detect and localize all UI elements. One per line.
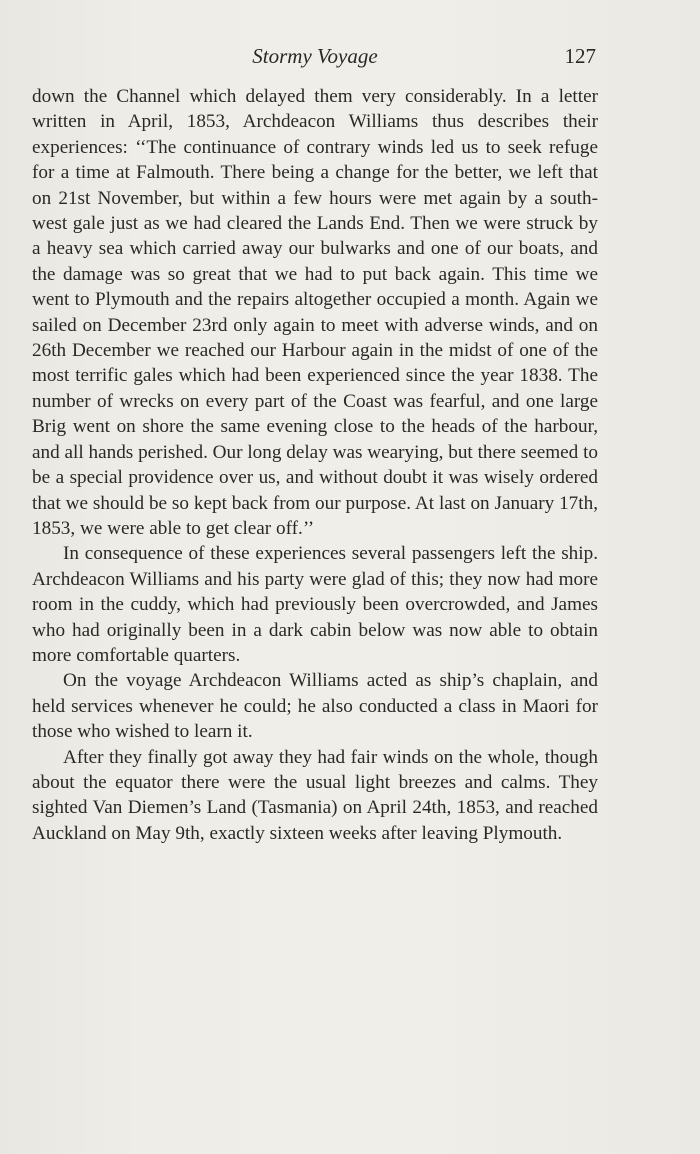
paragraph: On the voyage Archdeacon Williams acted as ship’s chaplain, and held services whenever he could; he also conducted a class in Maori for those who wished to learn it. [32, 670, 598, 743]
running-title: Stormy Voyage [252, 44, 378, 68]
page-number: 127 [564, 44, 596, 68]
page-header [32, 42, 598, 72]
paragraph: After they finally got away they had fair winds on the whole, though about the equator there were the usual light breezes and calms. They sighted Van Diemen’s Land (Tasmania) on April 24th, 1853, and reached Auckland on May 9th, exactly sixteen weeks after leaving Plymouth. [32, 746, 598, 844]
paragraph: In consequence of these experiences several passengers left the ship. Archdeacon Williams and his party were glad of this; they now had more room in the cuddy, which had previously been overcrowded, and James who had originally been in a dark cabin below was now able to obtain more comfortable quarters. [32, 543, 598, 666]
paragraph-continued: down the Channel which delayed them very considerably. In a letter written in April, 1853, Archdeacon Williams thus describes their experiences: ‘‘The continuance of contrary winds led us to seek refuge for a time at Falmouth. There being a change for the better, we left that on 21st November, but within a few hours were met again by a south-west gale just as we had cleared the Lands End. Then we were struck by a heavy sea which carried away our bulwarks and one of our boats, and the damage was so great that we had to put back again. This time we went to Plymouth and the repairs altogether occupied a month. Again we sailed on December 23rd only again to meet with adverse winds, and on 26th December we reached our Harbour again in the midst of one of the most terrific gales which had been experienced since the year 1838. The number of wrecks on every part of the Coast was fearful, and one large Brig went on shore the same evening close to the heads of the harbour, and all hands perished. Our long delay was wearying, but there seemed to be a special providence over us, and without doubt it was wisely ordered that we should be so kept back from our purpose. At last on January 17th, 1853, we were able to get clear off.’’ [32, 86, 598, 539]
body-text [32, 84, 598, 846]
